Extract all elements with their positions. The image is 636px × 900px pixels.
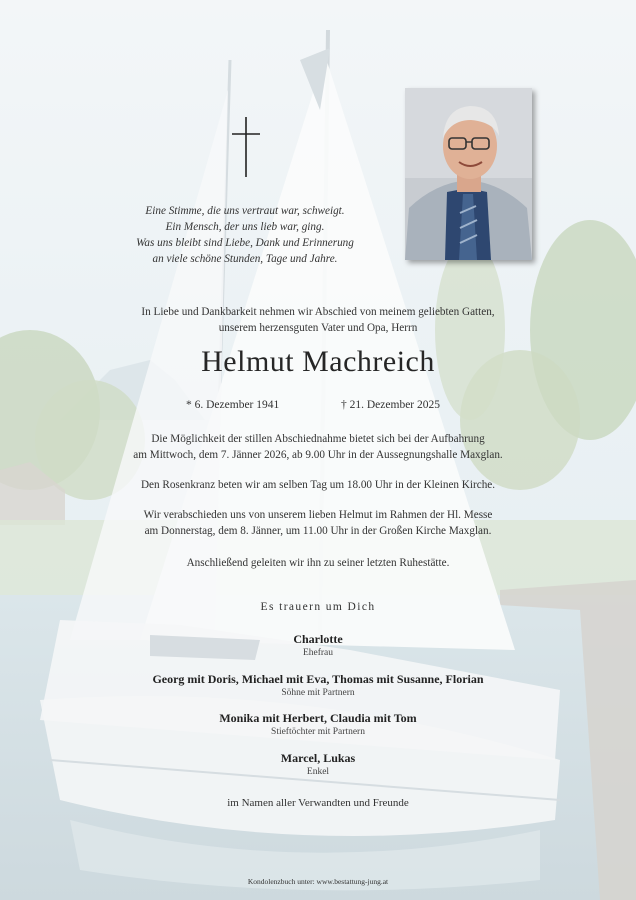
viewing-info — [80, 432, 556, 463]
quote-line: Was uns bleibt sind Liebe, Dank und Erinnerung — [136, 237, 354, 249]
viewing-line: am Mittwoch, dem 7. Jänner 2026, ab 9.00 Uhr in der Aussegnungshalle Maxglan. — [133, 448, 503, 461]
mourner-role: Söhne mit Partnern — [281, 688, 355, 698]
mourner-role: Enkel — [306, 767, 330, 777]
mourner-names: Georg mit Doris, Michael mit Eva, Thomas mit Susanne, Florian — [152, 672, 484, 686]
intro-line: In Liebe und Dankbarkeit nehmen wir Abschied von meinem geliebten Gatten, — [141, 306, 495, 318]
mourner-names: Monika mit Herbert, Claudia mit Tom — [219, 711, 417, 725]
mourners-heading: Es trauern um Dich — [260, 601, 376, 613]
burial-info: Anschließend geleiten wir ihn zu seiner letzten Ruhestätte. — [186, 557, 450, 569]
mourner-role: Stieftöchter mit Partnern — [271, 727, 365, 737]
quote-line: Eine Stimme, die uns vertraut war, schweigt. — [145, 205, 345, 217]
mourner-names: Charlotte — [293, 632, 343, 646]
mourner-role: Ehefrau — [302, 648, 334, 658]
portrait-photo — [405, 88, 532, 260]
closing-line: im Namen aller Verwandten und Freunde — [227, 797, 409, 809]
mass-info — [80, 508, 556, 539]
memorial-quote — [100, 203, 390, 267]
quote-line: an viele schöne Stunden, Tage und Jahre. — [152, 253, 338, 265]
death-date: † 21. Dezember 2025 — [341, 399, 440, 411]
mourner-names: Marcel, Lukas — [280, 751, 356, 765]
mass-line: am Donnerstag, dem 8. Jänner, um 11.00 Uhr in der Großen Kirche Maxglan. — [144, 524, 492, 537]
cross-icon — [232, 117, 260, 177]
viewing-line: Die Möglichkeit der stillen Abschiednahme bietet sich bei der Aufbahrung — [151, 433, 485, 445]
birth-date: * 6. Dezember 1941 — [186, 399, 280, 411]
intro-line: unserem herzensguten Vater und Opa, Herrn — [218, 321, 418, 334]
rosary-info: Den Rosenkranz beten wir am selben Tag um 18.00 Uhr in der Kleinen Kirche. — [140, 479, 496, 491]
quote-line: Ein Mensch, der uns lieb war, ging. — [165, 221, 325, 233]
deceased-name: Helmut Machreich — [201, 345, 435, 378]
condolence-footer: Kondolenzbuch unter: www.bestattung-jung.at — [247, 877, 389, 886]
mass-line: Wir verabschieden uns von unserem lieben Helmut im Rahmen der Hl. Messe — [143, 509, 493, 521]
intro-text — [90, 305, 546, 336]
